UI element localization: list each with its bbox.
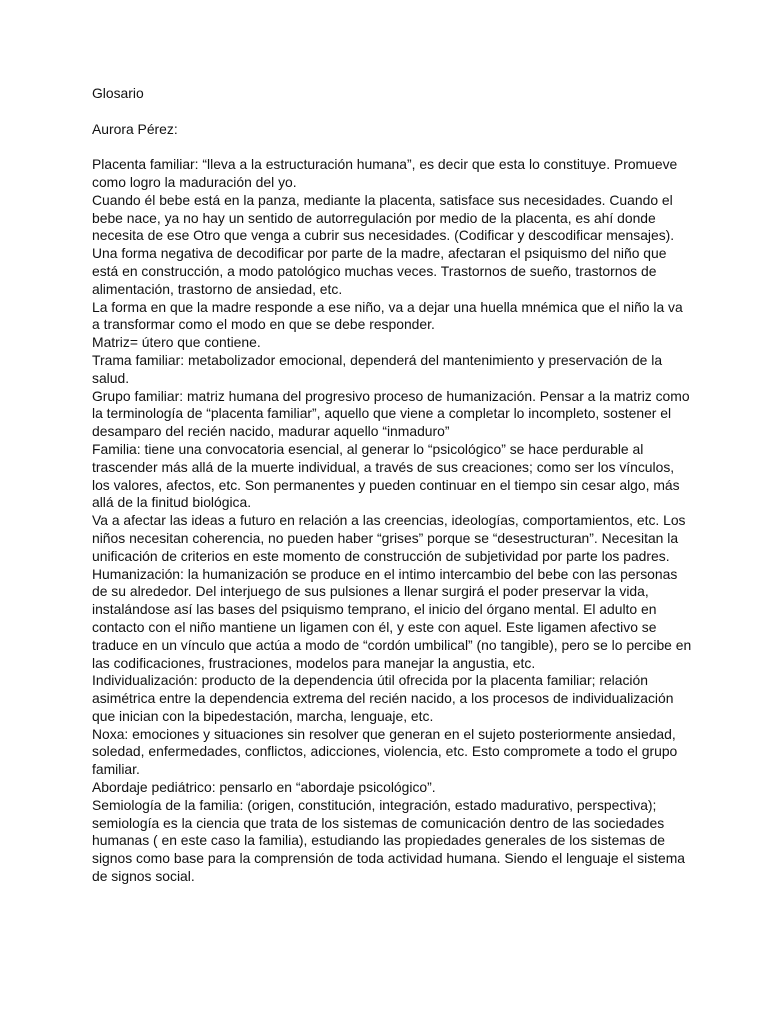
paragraph-bebe-panza: Cuando él bebe está en la panza, mediante la placenta, satisface sus necesidades. Cuando el bebe nace, ya no hay un sentido de autorregulación por medio de la placenta, es ahí donde necesita de ese Otro que venga a cubrir sus necesidades. (Codificar y descodificar mensajes). Una forma negativa de decodificar por parte de la madre, afectaran el psiquismo del niño que está en construcción, a modo patológico muchas veces. Trastornos de sueño, trastornos de alimentación, trastorno de ansiedad, etc.	[92, 191, 675, 297]
document-page	[92, 85, 692, 886]
document-body	[92, 156, 692, 886]
paragraph-respuesta-madre: La forma en que la madre responde a ese niño, va a dejar una huella mnémica que el niño la va a transformar como el modo en que se debe responder.	[92, 298, 683, 333]
paragraph-placenta-familiar: Placenta familiar: “lleva a la estructuración humana”, es decir que esta lo constituye. Promueve como logro la maduración del yo.	[92, 156, 678, 190]
paragraph-humanizacion: Humanización: la humanización se produce en el intimo intercambio del bebe con las personas de su alrededor. Del interjuego de sus pulsiones a llenar surgirá el poder preservar la vida, instalándose así las bases del psiquismo temprano, el inicio del órgano mental. El adulto en contacto con el niño mantiene un ligamen con él, y este con aquel. Este ligamen afectivo se traduce en un vínculo que actúa a modo de “cordón umbilical” (no tangible), pero se lo percibe en las codificaciones, frustraciones, modelos para manejar la angustia, etc.	[92, 565, 692, 671]
paragraph-matriz: Matriz= útero que contiene.	[92, 334, 261, 351]
author-heading: Aurora Pérez:	[92, 120, 178, 137]
paragraph-abordaje-pediatrico: Abordaje pediátrico: pensarlo en “abordaje psicológico”.	[92, 779, 436, 796]
paragraph-trama-familiar: Trama familiar: metabolizador emocional, dependerá del mantenimiento y preservación de la salud.	[92, 351, 663, 386]
document-title: Glosario	[92, 85, 144, 101]
paragraph-ideas-futuro: Va a afectar las ideas a futuro en relación a las creencias, ideologías, comportamientos, etc. Los niños necesitan coherencia, no pueden haber “grises” porque se “desestructuran”. Necesitan la unificación de criterios en este momento de construcción de subjetividad por parte los padres.	[92, 512, 686, 564]
paragraph-noxa: Noxa: emociones y situaciones sin resolver que generan en el sujeto posteriormente ansiedad, soledad, enfermedades, conflictos, adicciones, violencia, etc. Esto compromete a todo el grupo familiar.	[92, 725, 678, 778]
paragraph-individualizacion: Individualización: producto de la dependencia útil ofrecida por la placenta familiar; relación asimétrica entre la dependencia extrema del recién nacido, a los procesos de individualización que inician con la bipedestación, marcha, lenguaje, etc.	[92, 672, 674, 724]
paragraph-familia: Familia: tiene una convocatoria esencial, al generar lo “psicológico” se hace perdurable al trascender más allá de la muerte individual, a través de sus creaciones; como ser los vínculos, los valores, afectos, etc. Son permanentes y pueden continuar en el tiempo sin cesar algo, más allá de la finitud biológica.	[92, 440, 680, 511]
paragraph-grupo-familiar: Grupo familiar: matriz humana del progresivo proceso de humanización. Pensar a la matriz como la terminología de “placenta familiar”, aquello que viene a completar lo incompleto, sostener el desamparo del recién nacido, madurar aquello “inmaduro”	[92, 387, 690, 440]
paragraph-semiologia: Semiología de la familia: (origen, constitución, integración, estado madurativo, perspectiva); semiología es la ciencia que trata de los sistemas de comunicación dentro de las sociedades humanas ( en este caso la familia), estudiando las propiedades generales de los sistemas de signos como base para la comprensión de toda actividad humana. Siendo el lenguaje el sistema de signos social.	[92, 796, 686, 885]
